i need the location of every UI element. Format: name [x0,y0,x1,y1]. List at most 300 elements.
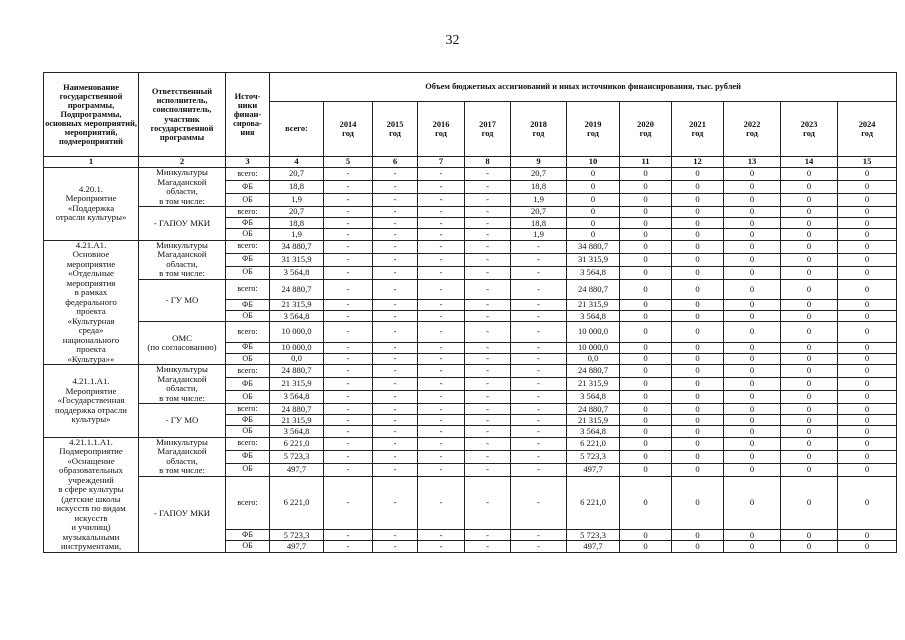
year-value: 0 [781,181,838,194]
year-value: 0 [724,299,781,310]
year-value: - [465,218,511,229]
year-value: 0 [781,530,838,541]
year-value: 0 [838,463,897,476]
year-value: - [418,279,465,299]
year-value: - [373,426,418,437]
header-year [511,102,567,157]
year-value: 0 [781,207,838,218]
header-year-word: год [587,129,599,138]
header-column-numbers [44,157,897,168]
year-value: 0 [781,279,838,299]
year-value: - [465,365,511,378]
year-value: 0 [620,426,672,437]
program-item-name: 4.20.1. Мероприятие «Поддержка отрасли культуры» [44,168,139,241]
year-value: 0 [724,404,781,415]
year-value: - [324,530,373,541]
year-value: 0 [567,168,620,181]
year-value: - [511,437,567,450]
year-value: 0 [838,342,897,353]
program-item-name: 4.21.1.1.А1. Подмероприятие «Оснащение образовательных учреждений в сфере культуры (детские школы искусств по видам искусств и училищ) музыкальными инструментами, [44,437,139,552]
year-value: - [418,391,465,404]
year-value: - [465,266,511,279]
year-value: 0 [838,404,897,415]
header-year [567,102,620,157]
year-value: 0 [672,404,724,415]
year-value: - [465,404,511,415]
total-value: 1,9 [270,194,324,207]
total-value: 21 315,9 [270,299,324,310]
year-value: 0 [724,181,781,194]
year-value: - [324,378,373,391]
year-value: 0 [672,229,724,240]
year-value: - [511,311,567,322]
year-value: - [465,299,511,310]
budget-table [43,72,897,553]
year-value: - [418,299,465,310]
year-value: 0 [620,218,672,229]
total-value: 6 221,0 [270,437,324,450]
year-value: - [465,426,511,437]
total-value: 1,9 [270,229,324,240]
year-value: 3 564,8 [567,266,620,279]
year-value: - [373,168,418,181]
program-item-name: 4.21.1.А1. Мероприятие «Государственная поддержка отрасли культуры» [44,365,139,438]
year-value: 0 [838,437,897,450]
year-value: 0 [838,311,897,322]
header-year [620,102,672,157]
year-value: 0 [620,353,672,364]
year-value: - [418,181,465,194]
year-value: - [324,311,373,322]
year-value: - [465,541,511,552]
year-value: 0 [672,391,724,404]
year-value: 24 880,7 [567,279,620,299]
year-value: - [373,218,418,229]
year-value: - [418,311,465,322]
year-value: 0 [781,463,838,476]
year-value: - [324,240,373,253]
year-value: 0 [781,365,838,378]
column-number: 14 [781,157,838,168]
year-value: 0 [724,415,781,426]
year-value: - [465,415,511,426]
year-value: 0 [672,476,724,530]
table-row [44,365,897,378]
funding-source: ФБ [226,415,270,426]
year-value: - [511,391,567,404]
column-number: 9 [511,157,567,168]
year-value: 0 [620,541,672,552]
year-value: - [511,353,567,364]
header-year-word: год [481,129,494,138]
year-value: 0 [838,426,897,437]
funding-source: ФБ [226,342,270,353]
year-value: - [465,463,511,476]
year-value: - [373,240,418,253]
year-value: 0 [567,181,620,194]
funding-source: ОБ [226,229,270,240]
year-value: 0 [620,415,672,426]
year-value: 10 000,0 [567,342,620,353]
year-value: - [418,266,465,279]
year-value: - [373,279,418,299]
year-value: 497,7 [567,541,620,552]
year-value: - [373,415,418,426]
year-value: 0 [620,450,672,463]
year-value: - [465,391,511,404]
year-value: - [511,426,567,437]
year-value: - [324,541,373,552]
table-body [44,168,897,553]
year-value: 0 [781,541,838,552]
year-value: - [324,342,373,353]
funding-source: ФБ [226,253,270,266]
year-value: - [418,450,465,463]
year-value: - [324,299,373,310]
header-year-word: год [389,129,401,138]
year-value: - [511,365,567,378]
year-value: 0 [672,353,724,364]
year-value: 5 723,3 [567,450,620,463]
funding-source: ФБ [226,378,270,391]
year-value: 0 [672,266,724,279]
year-value: 0 [567,218,620,229]
year-value: - [418,322,465,342]
header-year-number: 2022 [743,119,761,129]
year-value: - [324,207,373,218]
funding-source: всего: [226,365,270,378]
year-value: - [418,437,465,450]
column-number: 10 [567,157,620,168]
header-row-top [44,73,897,102]
total-value: 20,7 [270,207,324,218]
header-year [781,102,838,157]
year-value: 0 [781,353,838,364]
year-value: 6 221,0 [567,437,620,450]
header-year-word: год [691,129,704,138]
year-value: - [373,391,418,404]
year-value: - [418,476,465,530]
year-value: 0 [620,229,672,240]
year-value: 20,7 [511,207,567,218]
year-value: - [324,426,373,437]
year-value: 0 [620,279,672,299]
year-value: - [373,207,418,218]
year-value: 34 880,7 [567,240,620,253]
total-value: 20,7 [270,168,324,181]
year-value: - [511,322,567,342]
header-year-number: 2023 [800,119,818,129]
year-value: 0 [724,437,781,450]
header-year [838,102,897,157]
year-value: 0 [838,194,897,207]
year-value: - [324,437,373,450]
year-value: - [324,279,373,299]
year-value: 21 315,9 [567,299,620,310]
year-value: 0 [672,218,724,229]
header-year-number: 2018 [530,119,547,129]
year-value: - [324,266,373,279]
year-value: - [511,450,567,463]
year-value: - [465,194,511,207]
column-number: 3 [226,157,270,168]
year-value: - [324,404,373,415]
funding-source: всего: [226,240,270,253]
year-value: - [324,168,373,181]
year-value: 0 [838,450,897,463]
year-value: - [324,229,373,240]
column-number: 11 [620,157,672,168]
year-value: 0 [724,476,781,530]
year-value: - [373,194,418,207]
year-value: 18,8 [511,218,567,229]
year-value: - [324,463,373,476]
column-number: 12 [672,157,724,168]
year-value: - [324,365,373,378]
year-value: - [465,437,511,450]
year-value: - [511,279,567,299]
year-value: 0 [620,476,672,530]
year-value: 0 [781,476,838,530]
header-year-word: год [746,129,758,138]
year-value: 0 [620,342,672,353]
year-value: 0 [620,404,672,415]
year-value: 0 [838,240,897,253]
year-value: 0 [724,463,781,476]
year-value: - [511,266,567,279]
header-year-number: 2017 [479,119,496,129]
table-row [44,279,897,299]
year-value: 0 [672,311,724,322]
column-number: 15 [838,157,897,168]
year-value: - [418,353,465,364]
year-value: - [465,311,511,322]
year-value: 0 [672,437,724,450]
total-value: 497,7 [270,463,324,476]
year-value: 0 [781,311,838,322]
year-value: - [373,437,418,450]
year-value: - [373,311,418,322]
year-value: 0 [781,218,838,229]
year-value: 0 [724,266,781,279]
year-value: - [324,476,373,530]
year-value: 0 [620,168,672,181]
year-value: 0 [781,415,838,426]
year-value: 0 [838,530,897,541]
year-value: 0 [781,426,838,437]
year-value: 0 [724,253,781,266]
header-year [373,102,418,157]
funding-source: всего: [226,476,270,530]
year-value: - [465,378,511,391]
year-value: 0 [724,365,781,378]
year-value: - [324,322,373,342]
year-value: 0 [620,194,672,207]
year-value: 0 [672,240,724,253]
funding-source: ФБ [226,181,270,194]
total-value: 31 315,9 [270,253,324,266]
year-value: 0 [838,415,897,426]
year-value: - [511,530,567,541]
year-value: 0,0 [567,353,620,364]
year-value: - [418,463,465,476]
funding-source: ФБ [226,299,270,310]
table-row [44,476,897,530]
header-total: всего: [270,102,324,157]
year-value: - [465,168,511,181]
year-value: 0 [620,530,672,541]
year-value: 0 [838,181,897,194]
year-value: 20,7 [511,168,567,181]
year-value: - [418,240,465,253]
year-value: - [373,378,418,391]
total-value: 24 880,7 [270,279,324,299]
year-value: - [465,476,511,530]
year-value: 0 [620,207,672,218]
year-value: - [418,541,465,552]
year-value: - [511,253,567,266]
year-value: - [418,253,465,266]
header-year-word: год [342,129,354,138]
executor-name: Минкультуры Магаданской области, в том числе: [139,437,226,476]
header-year-number: 2019 [584,119,602,129]
year-value: - [324,181,373,194]
page-number: 32 [445,33,460,48]
year-value: 0 [838,266,897,279]
year-value: - [418,168,465,181]
year-value: 0 [724,311,781,322]
year-value: 1,9 [511,229,567,240]
column-number: 1 [44,157,139,168]
year-value: 0 [620,311,672,322]
total-value: 5 723,3 [270,530,324,541]
year-value: 0 [781,404,838,415]
total-value: 5 723,3 [270,450,324,463]
year-value: 0 [724,353,781,364]
funding-source: ОБ [226,426,270,437]
year-value: - [324,218,373,229]
year-value: 21 315,9 [567,378,620,391]
year-value: 0 [672,426,724,437]
year-value: 5 723,3 [567,530,620,541]
funding-source: ОБ [226,266,270,279]
year-value: 0 [672,168,724,181]
year-value: - [511,342,567,353]
funding-source: всего: [226,168,270,181]
year-value: 0 [620,299,672,310]
year-value: 0 [620,463,672,476]
year-value: - [373,342,418,353]
year-value: 24 880,7 [567,404,620,415]
year-value: 0 [672,299,724,310]
year-value: 0 [724,279,781,299]
year-value: 3 564,8 [567,311,620,322]
year-value: - [373,299,418,310]
year-value: 0 [781,391,838,404]
year-value: 0 [672,207,724,218]
year-value: 0 [672,279,724,299]
year-value: - [465,253,511,266]
year-value: - [465,353,511,364]
year-value: - [373,476,418,530]
year-value: 0 [724,240,781,253]
header-year [724,102,781,157]
header-year-number: 2020 [637,119,654,129]
header-year-word: год [639,129,652,138]
year-value: - [373,404,418,415]
table-row [44,207,897,218]
year-value: 0 [724,450,781,463]
year-value: - [373,541,418,552]
year-value: 0 [620,266,672,279]
year-value: 0 [620,378,672,391]
program-item-name: 4.21.А1. Основное мероприятие «Отдельные мероприятия в рамках федерального проекта «Культурная среда» национального проекта «Культура»» [44,240,139,365]
year-value: - [324,391,373,404]
year-value: - [324,194,373,207]
header-funding-source: Источ- ники финан- сирова- ния [226,73,270,157]
funding-source: всего: [226,279,270,299]
table-header [44,73,897,168]
year-value: 0 [724,207,781,218]
executor-name: - ГУ МО [139,404,226,438]
header-year [324,102,373,157]
year-value: - [418,342,465,353]
total-value: 18,8 [270,181,324,194]
year-value: - [373,463,418,476]
year-value: 0 [724,391,781,404]
executor-name: Минкультуры Магаданской области, в том числе: [139,365,226,404]
total-value: 18,8 [270,218,324,229]
funding-source: ОБ [226,311,270,322]
year-value: 0 [838,253,897,266]
year-value: - [511,463,567,476]
year-value: 0 [781,342,838,353]
funding-source: всего: [226,207,270,218]
year-value: - [373,365,418,378]
column-number: 2 [139,157,226,168]
year-value: - [418,404,465,415]
year-value: 0 [672,378,724,391]
total-value: 21 315,9 [270,378,324,391]
column-number: 5 [324,157,373,168]
year-value: 0 [620,322,672,342]
year-value: 0 [838,365,897,378]
funding-source: ОБ [226,194,270,207]
table-row [44,404,897,415]
year-value: - [465,450,511,463]
year-value: - [324,253,373,266]
year-value: 0 [838,299,897,310]
year-value: 0 [838,353,897,364]
funding-source: ОБ [226,463,270,476]
table-row [44,240,897,253]
year-value: 1,9 [511,194,567,207]
executor-name: - ГАПОУ МКИ [139,207,226,241]
year-value: 0 [620,240,672,253]
year-value: 0 [620,253,672,266]
year-value: - [373,450,418,463]
year-value: 0 [672,253,724,266]
year-value: 0 [672,541,724,552]
column-number: 6 [373,157,418,168]
total-value: 24 880,7 [270,404,324,415]
year-value: 0 [781,229,838,240]
year-value: - [511,240,567,253]
year-value: 10 000,0 [567,322,620,342]
year-value: 3 564,8 [567,426,620,437]
year-value: 0 [781,437,838,450]
year-value: 0 [620,437,672,450]
